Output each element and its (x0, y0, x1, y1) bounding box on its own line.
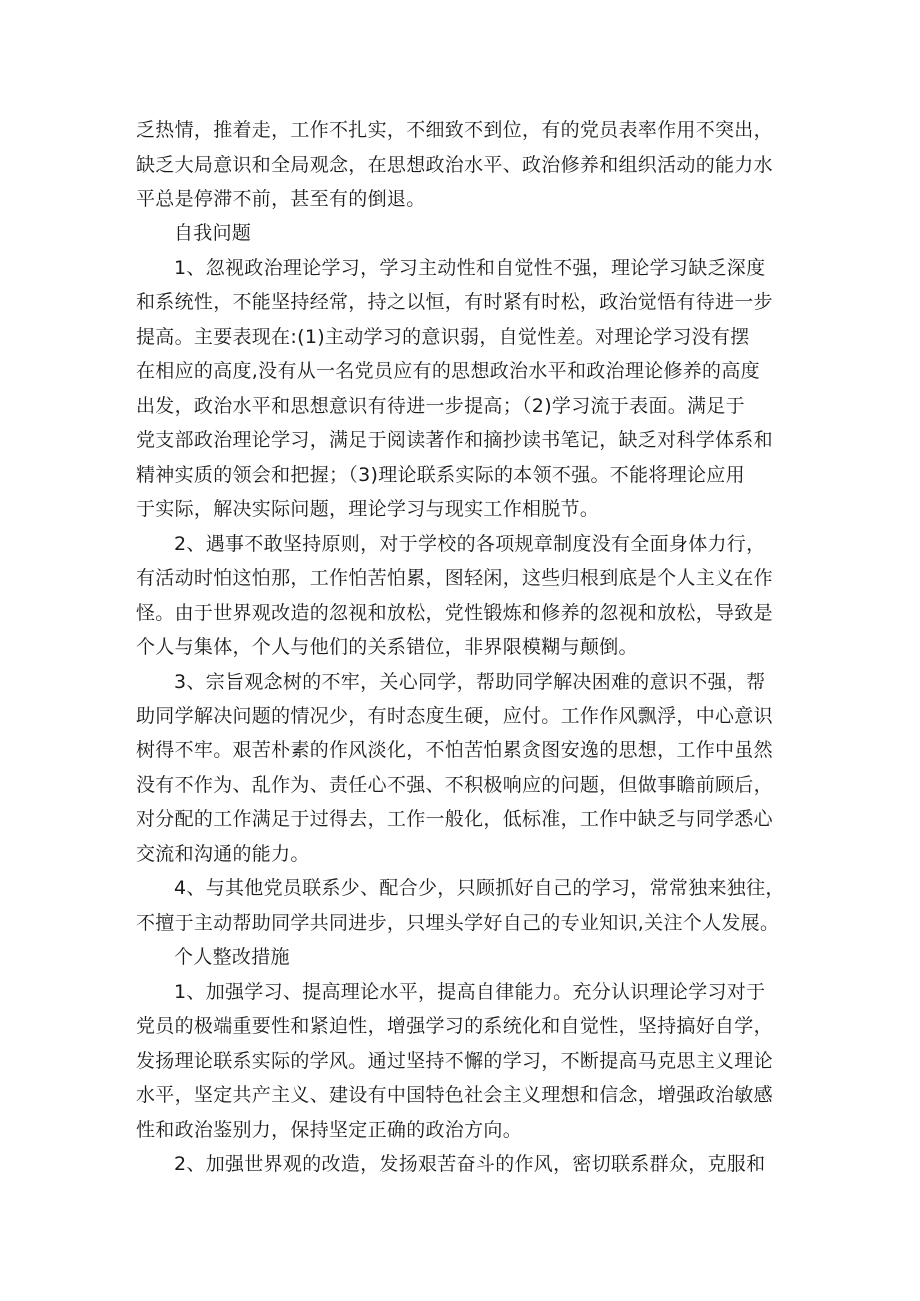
text-line: 在相应的高度,没有从一名党员应有的思想政治水平和政治理论修养的高度 (136, 360, 760, 382)
text-line: 乏热情，推着走，工作不扎实，不细致不到位，有的党员表率作用不突出， (136, 119, 773, 141)
text-line: 精神实质的领会和把握；（3)理论联系实际的本领不强。不能将理论应用 (136, 464, 745, 486)
text-line: 平总是停滞不前，甚至有的倒退。 (136, 188, 426, 210)
text-line: 1、加强学习、提高理论水平，提高自律能力。充分认识理论学习对于 (174, 981, 766, 1003)
text-line: 不擅于主动帮助同学共同进步，只埋头学好自己的专业知识,关注个人发展。 (136, 912, 780, 934)
text-line: 于实际，解决实际问题，理论学习与现实工作相脱节。 (136, 498, 600, 520)
text-line: 2、加强世界观的改造，发扬艰苦奋斗的作风，密切联系群众，克服和 (174, 1153, 766, 1175)
text-line: 水平，坚定共产主义、建设有中国特色社会主义理想和信念，增强政治敏感 (136, 1084, 773, 1106)
text-line: 交流和沟通的能力。 (136, 843, 310, 865)
text-line: 3、宗旨观念树的不牢，关心同学，帮助同学解决困难的意识不强，帮 (174, 671, 766, 693)
text-line: 树得不牢。艰苦朴素的作风淡化，不怕苦怕累贪图安逸的思想，工作中虽然 (136, 739, 773, 761)
text-line: 1、忽视政治理论学习，学习主动性和自觉性不强，理论学习缺乏深度 (174, 257, 766, 279)
text-line: 出发，政治水平和思想意识有待进一步提高；（2)学习流于表面。满足于 (136, 395, 745, 417)
text-line: 没有不作为、乱作为、责任心不强、不积极响应的问题，但做事瞻前顾后， (136, 774, 773, 796)
text-line: 性和政治鉴别力，保持坚定正确的政治方向。 (136, 1119, 523, 1141)
section-heading: 个人整改措施 (174, 946, 290, 968)
text-line: 个人与集体，个人与他们的关系错位，非界限模糊与颠倒。 (136, 636, 638, 658)
text-line: 和系统性，不能坚持经常，持之以恒，有时紧有时松，政治觉悟有待进一步 (136, 291, 773, 313)
text-line: 缺乏大局意识和全局观念，在思想政治水平、政治修养和组织活动的能力水 (136, 154, 773, 176)
text-line: 党员的极端重要性和紧迫性，增强学习的系统化和自觉性，坚持搞好自学， (136, 1015, 773, 1037)
text-line: 2、遇事不敢坚持原则，对于学校的各项规章制度没有全面身体力行， (174, 533, 766, 555)
text-line: 提高。主要表现在:(1)主动学习的意识弱，自觉性差。对理论学习没有摆 (136, 326, 750, 348)
text-line: 发扬理论联系实际的学风。通过坚持不懈的学习，不断提高马克思主义理论 (136, 1050, 773, 1072)
section-heading: 自我问题 (174, 222, 252, 244)
text-line: 党支部政治理论学习，满足于阅读著作和摘抄读书笔记，缺乏对科学体系和 (136, 429, 773, 451)
text-line: 助同学解决问题的情况少，有时态度生硬，应付。工作作风飘浮，中心意识 (136, 705, 773, 727)
text-line: 有活动时怕这怕那，工作怕苦怕累，图轻闲，这些归根到底是个人主义在作 (136, 567, 773, 589)
text-line: 对分配的工作满足于过得去，工作一般化，低标准，工作中缺乏与同学悉心 (136, 808, 773, 830)
text-line: 怪。由于世界观改造的忽视和放松，党性锻炼和修养的忽视和放松，导致是 (136, 602, 773, 624)
text-line: 4、与其他党员联系少、配合少，只顾抓好自己的学习，常常独来独往， (174, 877, 785, 899)
